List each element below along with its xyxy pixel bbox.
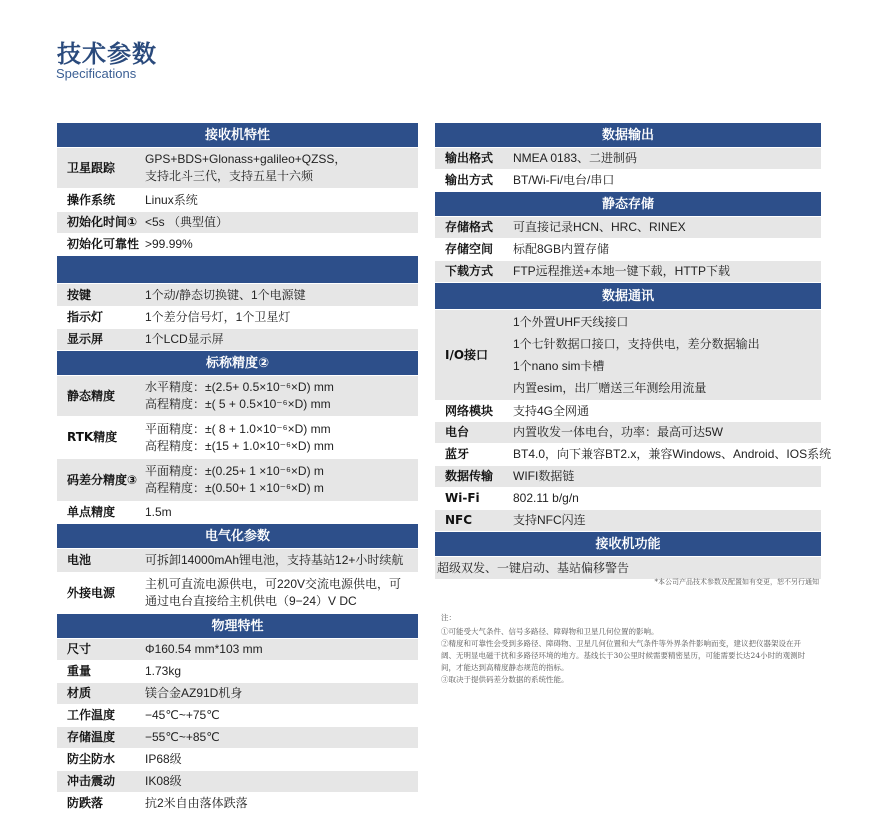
row-label: 初始化时间①	[57, 212, 143, 234]
table-row	[57, 661, 418, 683]
note-line: ①可能受大气条件、信号多路径、障碍物和卫星几何位置的影响。	[441, 627, 659, 636]
row-value	[511, 401, 821, 422]
row-label: 冲击震动	[57, 771, 143, 793]
row-value-line: 支持NFC闪连	[513, 513, 586, 527]
row-label: 防尘防水	[57, 749, 143, 771]
table-row	[435, 170, 821, 192]
row-label: 材质	[57, 683, 143, 705]
row-value	[143, 683, 418, 705]
row-value-line: GPS+BDS+Glonass+galileo+QZSS，	[145, 152, 347, 166]
left-column	[57, 123, 418, 815]
row-value-line: BT/Wi-Fi/电台/串口	[513, 173, 615, 187]
table-row	[435, 217, 821, 239]
row-value	[143, 212, 418, 234]
row-label: 网络模块	[435, 401, 511, 422]
row-label: 单点精度	[57, 502, 143, 524]
row-value	[143, 573, 418, 614]
storage-section-header: 静态存储	[435, 192, 821, 217]
row-value	[143, 793, 418, 815]
row-value-line: 1个LCD显示屏	[145, 332, 224, 346]
table-row	[57, 749, 418, 771]
row-value-line: Φ160.54 mm*103 mm	[145, 642, 263, 656]
note-line: 阔、无明显电磁干扰和多路径环境的地方。基线长于30公里时候需要精密星历，可能需要长达24小时的观测时	[441, 651, 806, 660]
row-label: 外接电源	[57, 573, 143, 614]
row-value	[143, 284, 418, 307]
row-label: NFC	[435, 510, 511, 532]
row-label: 存储空间	[435, 239, 511, 261]
row-label: 显示屏	[57, 329, 143, 351]
row-value-line: 支持4G全网通	[513, 403, 590, 418]
row-label: 码差分精度③	[57, 459, 143, 502]
row-value-line: −45℃~+75℃	[145, 708, 220, 722]
row-value-line: −55℃~+85℃	[145, 730, 220, 744]
row-value	[143, 307, 418, 329]
table-row	[435, 310, 821, 401]
row-value	[143, 727, 418, 749]
row-value-line: 镁合金AZ91D机身	[145, 686, 243, 700]
row-value	[511, 466, 821, 488]
table-row	[57, 793, 418, 815]
page-title: 技术参数	[57, 40, 157, 68]
row-label: 尺寸	[57, 639, 143, 661]
row-value-line: 高程精度：±(0.50+ 1 ×10⁻⁶×D) m	[145, 481, 324, 495]
row-value	[511, 510, 821, 532]
table-row	[57, 234, 418, 256]
table-row	[57, 212, 418, 234]
row-value	[143, 148, 418, 189]
row-value-line: FTP远程推送+本地一键下载，HTTP下载	[513, 264, 731, 278]
notes-title: 注：	[441, 613, 456, 622]
row-value-line: 1.73kg	[145, 664, 182, 678]
table-row	[57, 284, 418, 307]
row-value	[511, 217, 821, 239]
row-label: 操作系统	[57, 189, 143, 212]
table-row	[435, 466, 821, 488]
row-value	[143, 749, 418, 771]
row-label: Wi-Fi	[435, 488, 511, 510]
table-row	[435, 261, 821, 283]
row-value-line: 1.5m	[145, 505, 172, 519]
row-label: 工作温度	[57, 705, 143, 727]
table-row	[57, 376, 418, 417]
table-row	[57, 705, 418, 727]
row-label: 下载方式	[435, 261, 511, 283]
disclaimer: *本公司产品技术参数及配置如有变更，恕不另行通知	[654, 578, 819, 586]
row-label: 静态精度	[57, 376, 143, 417]
table-row	[57, 639, 418, 661]
table-row	[57, 771, 418, 793]
row-value	[143, 376, 418, 417]
right-column	[435, 123, 832, 580]
row-value-line: 高程精度：±( 5 + 0.5×10⁻⁶×D) mm	[145, 397, 331, 411]
row-value-line: Linux系统	[145, 192, 198, 207]
table-row	[57, 727, 418, 749]
row-label: 指示灯	[57, 307, 143, 329]
note-line: ③取决于提供码差分数据的系统性能。	[441, 675, 569, 684]
footnotes	[441, 612, 826, 686]
row-value	[143, 639, 418, 661]
row-label: 蓝牙	[435, 444, 511, 466]
row-value-line: WIFI数据链	[513, 469, 575, 483]
row-value	[143, 459, 418, 502]
row-label: 电台	[435, 422, 511, 444]
row-label: 按键	[57, 284, 143, 307]
row-value-line: BT4.0，向下兼容BT2.x，兼容Windows、Android、IOS系统	[513, 447, 832, 461]
row-label: 初始化可靠性	[57, 234, 143, 256]
row-value-line: 支持北斗三代，支持五星十六频	[145, 169, 314, 183]
row-value	[143, 329, 418, 351]
table-row	[57, 459, 418, 502]
row-label: 防跌落	[57, 793, 143, 815]
row-label: I/O接口	[435, 310, 511, 401]
table-row	[435, 422, 821, 444]
row-value-line: 内置esim，出厂赠送三年测绘用流量	[513, 381, 707, 395]
row-label: 存储格式	[435, 217, 511, 239]
note-line: ②精度和可靠性会受到多路径、障碍物、卫星几何位置和大气条件等外界条件影响而变，建议把仪器架设在开	[441, 639, 801, 648]
electrical-section-header: 电气化参数	[57, 524, 418, 549]
row-value-line: IK08级	[145, 774, 182, 788]
row-value-line: 高程精度：±(15 + 1.0×10⁻⁶×D) mm	[145, 438, 334, 453]
row-value-line: 1个七针数据口接口，支持供电，差分数据输出	[513, 337, 760, 351]
row-value-line: IP68级	[145, 752, 182, 766]
row-label: 数据传输	[435, 466, 511, 488]
page-subtitle: Specifications	[56, 66, 137, 81]
row-label: 电池	[57, 549, 143, 573]
table-row	[57, 189, 418, 212]
functions-section-header: 接收机功能	[435, 532, 821, 557]
row-value-line: 802.11 b/g/n	[513, 491, 579, 505]
row-label: RTK精度	[57, 417, 143, 459]
row-value	[511, 148, 821, 170]
table-row	[57, 683, 418, 705]
row-value	[511, 310, 821, 401]
physical-section-header: 物理特性	[57, 614, 418, 639]
row-value	[143, 234, 418, 256]
accuracy-section-header: 标称精度②	[57, 351, 418, 376]
row-value	[511, 239, 821, 261]
row-value-line: 抗2米自由落体跌落	[145, 796, 248, 810]
row-value-line: 标配8GB内置存储	[513, 242, 610, 256]
row-label: 卫星跟踪	[57, 148, 143, 189]
row-value	[143, 771, 418, 793]
table-row	[435, 401, 821, 422]
row-value	[511, 422, 821, 444]
row-value-line: 平面精度：±( 8 + 1.0×10⁻⁶×D) mm	[145, 421, 331, 436]
row-value-line: 1个动/静态切换键、1个电源键	[145, 287, 306, 302]
row-value	[143, 661, 418, 683]
comm-section-header: 数据通讯	[435, 283, 821, 310]
row-label: 输出格式	[435, 148, 511, 170]
row-value	[511, 444, 832, 466]
row-value	[143, 417, 418, 459]
receiver-section-header: 接收机特性	[57, 123, 418, 148]
table-row	[435, 444, 821, 466]
row-label: 重量	[57, 661, 143, 683]
output-section-header: 数据输出	[435, 123, 821, 148]
table-row	[57, 307, 418, 329]
row-value	[511, 488, 821, 510]
row-value-line: 可直接记录HCN、HRC、RINEX	[513, 220, 686, 234]
row-value-line: 主机可直流电源供电，可220V交流电源供电，可	[145, 577, 402, 591]
right-spec-table	[435, 123, 832, 580]
left-spec-table	[57, 123, 418, 815]
table-row	[57, 148, 418, 189]
table-row	[435, 148, 821, 170]
table-row	[57, 329, 418, 351]
table-row	[435, 488, 821, 510]
row-value	[143, 502, 418, 524]
row-value	[511, 170, 821, 192]
functions-text: 超级双发、一键启动、基站偏移警告	[435, 557, 821, 580]
row-value-line: >99.99%	[145, 237, 193, 251]
row-label: 输出方式	[435, 170, 511, 192]
note-line: 间，才能达到高精度静态规范的指标。	[441, 663, 569, 672]
row-value-line: NMEA 0183、二进制码	[513, 151, 638, 165]
row-value	[143, 549, 418, 573]
table-row	[435, 510, 821, 532]
row-value	[143, 189, 418, 212]
row-value-line: 1个差分信号灯，1个卫星灯	[145, 310, 291, 324]
row-label: 存储温度	[57, 727, 143, 749]
blank-section-header	[57, 256, 418, 284]
row-value-line: 通过电台直接给主机供电（9−24）V DC	[145, 594, 357, 608]
row-value-line: 水平精度：±(2.5+ 0.5×10⁻⁶×D) mm	[145, 380, 334, 394]
row-value-line: 内置收发一体电台，功率：最高可达5W	[513, 425, 724, 439]
table-row	[57, 549, 418, 573]
table-row	[57, 417, 418, 459]
row-value-line: 可拆卸14000mAh锂电池，支持基站12+小时续航	[145, 553, 404, 567]
row-value-line: 1个外置UHF天线接口	[513, 315, 629, 329]
table-row	[435, 239, 821, 261]
row-value	[143, 705, 418, 727]
row-value-line: 1个nano sim卡槽	[513, 359, 605, 373]
row-value-line: <5s （典型值）	[145, 215, 229, 229]
table-row	[57, 502, 418, 524]
table-row	[57, 573, 418, 614]
row-value	[511, 261, 821, 283]
row-value-line: 平面精度：±(0.25+ 1 ×10⁻⁶×D) m	[145, 464, 324, 478]
